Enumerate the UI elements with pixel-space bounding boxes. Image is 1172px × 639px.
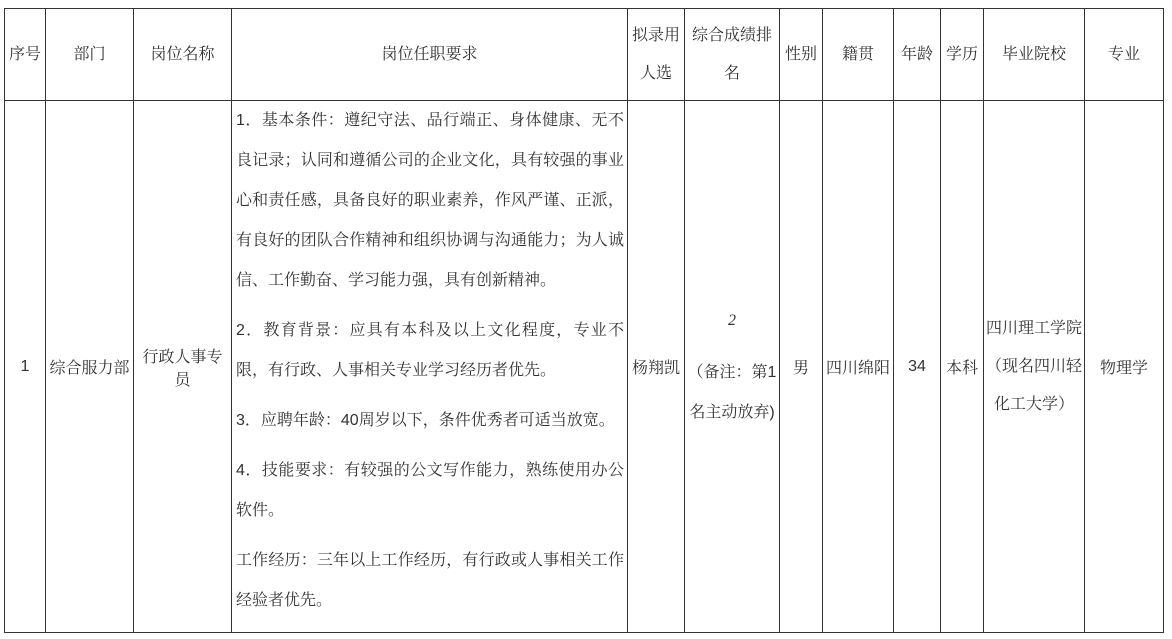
rank-note-line-2: 名主动放弃) — [689, 403, 775, 421]
cell-gender: 男 — [780, 101, 823, 633]
col-header-gender: 性别 — [780, 9, 823, 101]
col-header-requirements: 岗位任职要求 — [232, 9, 628, 101]
cell-age: 34 — [894, 101, 941, 633]
cell-school: 四川理工学院（现名四川轻化工大学） — [984, 101, 1085, 633]
col-header-position: 岗位名称 — [134, 9, 232, 101]
rank-note-line-1: （备注：第1 — [687, 363, 777, 381]
col-header-major: 专业 — [1085, 9, 1164, 101]
requirement-paragraph-education: 2．教育背景：应具有本科及以上文化程度，专业不限，有行政、人事相关专业学习经历者优先。 — [236, 322, 624, 379]
rank-value: 2 — [728, 311, 736, 329]
requirement-paragraph-age: 3．应聘年龄：40周岁以下，条件优秀者可适当放宽。 — [236, 412, 615, 429]
header-row — [5, 9, 1164, 101]
col-header-native-place: 籍贯 — [823, 9, 894, 101]
col-header-rank: 综合成绩排名 — [685, 9, 780, 101]
col-header-candidate: 拟录用人选 — [628, 9, 685, 101]
requirement-paragraph-skills: 4．技能要求：有较强的公文写作能力，熟练使用办公软件。 — [236, 462, 624, 519]
table-row — [5, 101, 1164, 633]
cell-position: 行政人事专员 — [134, 101, 232, 633]
cell-education: 本科 — [941, 101, 984, 633]
requirement-paragraph-experience: 工作经历：三年以上工作经历，有行政或人事相关工作经验者优先。 — [236, 552, 624, 609]
cell-requirements — [232, 101, 628, 633]
cell-major: 物理学 — [1085, 101, 1164, 633]
cell-candidate: 杨翔凯 — [628, 101, 685, 633]
cell-native-place: 四川绵阳 — [823, 101, 894, 633]
col-header-school: 毕业院校 — [984, 9, 1085, 101]
requirement-paragraph-basic: 1．基本条件：遵纪守法、品行端正、身体健康、无不良记录；认同和遵循公司的企业文化，具有较强的事业心和责任感，具备良好的职业素养，作风严谨、正派，有良好的团队合作精神和组织协调与沟通能力；为人诚信、工作勤奋、学习能力强，具有创新精神。 — [236, 112, 624, 289]
col-header-age: 年龄 — [894, 9, 941, 101]
recruitment-table — [4, 8, 1164, 633]
cell-rank — [685, 101, 780, 633]
col-header-education: 学历 — [941, 9, 984, 101]
cell-seq: 1 — [5, 101, 46, 633]
cell-department: 综合服力部 — [46, 101, 134, 633]
col-header-department: 部门 — [46, 9, 134, 101]
col-header-seq: 序号 — [5, 9, 46, 101]
